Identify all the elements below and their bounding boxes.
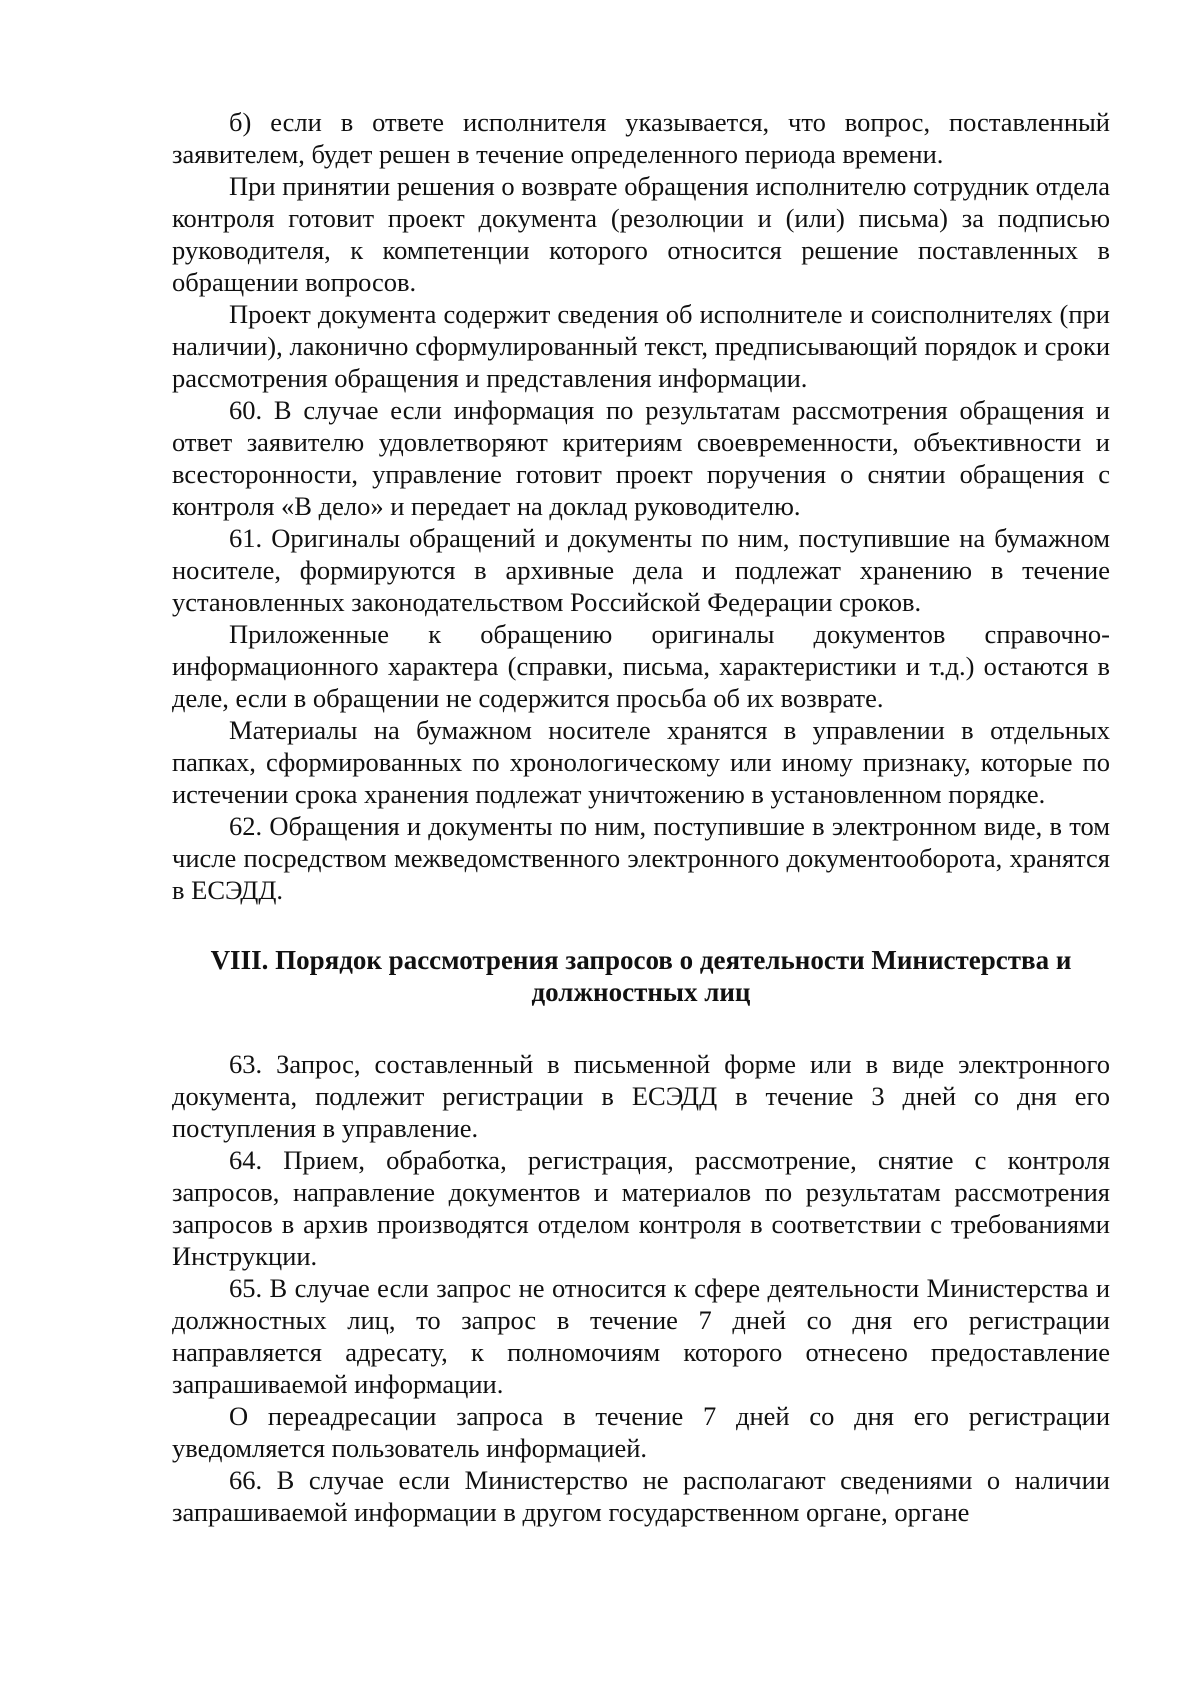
paragraph-66: 66. В случае если Министерство не располагают сведениями о наличии запрашиваемой информации в другом государственном органе, органе	[172, 1465, 1110, 1527]
paragraph-b-answer-period: б) если в ответе исполнителя указывается, что вопрос, поставленный заявителем, будет решен в течение определенного периода времени.	[172, 107, 1110, 169]
paragraph-64: 64. Прием, обработка, регистрация, рассмотрение, снятие с контроля запросов, направление документов и материалов по результатам рассмотрения запросов в архив производятся отделом контроля в соответствии с требованиями Инструкции.	[172, 1145, 1110, 1271]
paragraph-63: 63. Запрос, составленный в письменной форме или в виде электронного документа, подлежит регистрации в ЕСЭДД в течение 3 дней со дня его поступления в управление.	[172, 1049, 1110, 1143]
paragraph-62: 62. Обращения и документы по ним, поступившие в электронном виде, в том числе посредством межведомственного электронного документооборота, хранятся в ЕСЭДД.	[172, 811, 1110, 905]
paragraph-readdress-notice: О переадресации запроса в течение 7 дней со дня его регистрации уведомляется пользователь информацией.	[172, 1401, 1110, 1463]
section-heading-line1: VIII. Порядок рассмотрения запросов о деятельности Министерства и	[210, 945, 1072, 975]
document-page	[172, 106, 1110, 1528]
paragraph-draft-contents: Проект документа содержит сведения об исполнителе и соисполнителях (при наличии), лаконично сформулированный текст, предписывающий порядок и сроки рассмотрения обращения и представления информации.	[172, 299, 1110, 393]
paragraph-65: 65. В случае если запрос не относится к сфере деятельности Министерства и должностных лиц, то запрос в течение 7 дней со дня его регистрации направляется адресату, к полномочиям которого отнесено предоставление запрашиваемой информации.	[172, 1273, 1110, 1399]
paragraph-60: 60. В случае если информация по результатам рассмотрения обращения и ответ заявителю удовлетворяют критериям своевременности, объективности и всесторонности, управление готовит проект поручения о снятии обращения с контроля «В дело» и передает на доклад руководителю.	[172, 395, 1110, 521]
paragraph-return-decision: При принятии решения о возврате обращения исполнителю сотрудник отдела контроля готовит проект документа (резолюции и (или) письма) за подписью руководителя, к компетенции которого относится решение поставленных в обращении вопросов.	[172, 171, 1110, 297]
paragraph-61: 61. Оригиналы обращений и документы по ним, поступившие на бумажном носителе, формируются в архивные дела и подлежат хранению в течение установленных законодательством Российской Федерации сроков.	[172, 523, 1110, 617]
paragraph-paper-storage: Материалы на бумажном носителе хранятся в управлении в отдельных папках, сформированных по хронологическому или иному признаку, которые по истечении срока хранения подлежат уничтожению в установленном порядке.	[172, 715, 1110, 809]
section-heading-line2: должностных лиц	[531, 977, 751, 1007]
paragraph-attached-originals: Приложенные к обращению оригиналы документов справочно-информационного характера (справки, письма, характеристики и т.д.) остаются в деле, если в обращении не содержится просьба об их возврате.	[172, 619, 1110, 713]
section-heading	[172, 944, 1110, 1008]
